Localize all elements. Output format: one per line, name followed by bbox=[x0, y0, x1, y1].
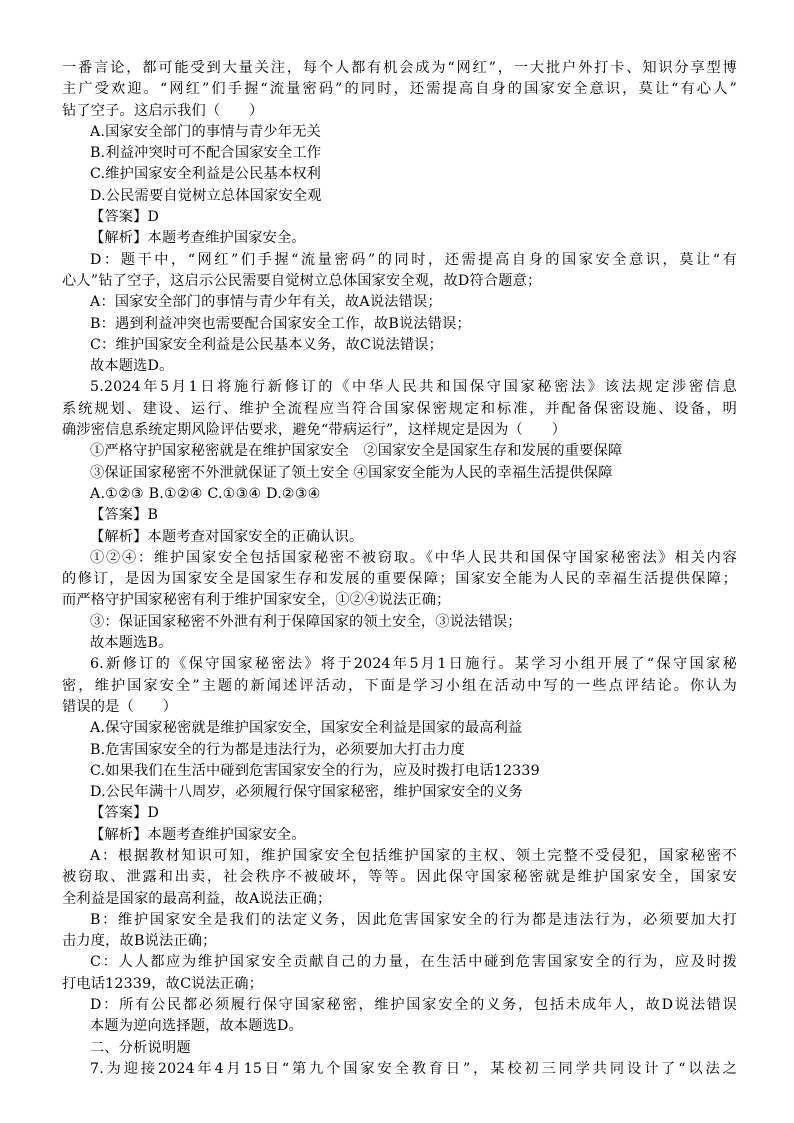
text-line: ③保证国家秘密不外泄就保证了领土安全 ④国家安全能为人民的幸福生活提供保障 bbox=[90, 464, 613, 481]
text-line: D.公民需要自觉树立总体国家安全观 bbox=[90, 187, 322, 204]
text-line: A：根据教材知识可知，维护国家安全包括维护国家的主权、领土完整不受侵犯，国家秘密不 bbox=[90, 847, 737, 864]
text-line: 确涉密信息系统定期风险评估要求，避免“带病运行”，这样规定是因为（ ） bbox=[62, 422, 567, 439]
text-line: 被窃取、泄露和出卖，社会秩序不被破坏，等等。因此保守国家秘密就是维护国家安全，国家安 bbox=[62, 869, 737, 886]
text-line: D：所有公民都必须履行保守国家秘密，维护国家安全的义务，包括未成年人，故D说法错误 bbox=[90, 997, 737, 1014]
text-line: 【解析】本题考查维护国家安全。 bbox=[90, 826, 306, 843]
text-line: ③：保证国家秘密不外泄有利于保障国家的领土安全，③说法错误； bbox=[90, 613, 522, 630]
text-line: 全利益是国家的最高利益，故A说法正确； bbox=[62, 890, 332, 907]
text-line: ①严格守护国家秘密就是在维护国家安全 ②国家安全是国家生存和发展的重要保障 bbox=[90, 443, 623, 460]
text-line: 7.为迎接2024年4月15日“第九个国家安全教育日”，某校初三同学共同设计了“以法之 bbox=[90, 1060, 737, 1077]
text-line: 【答案】B bbox=[90, 507, 159, 524]
text-line: 系统规划、建设、运行、维护全流程应当符合国家保密规定和标准，并配备保密设施、设备，明 bbox=[62, 400, 737, 417]
text-line: 【解析】本题考查对国家安全的正确认识。 bbox=[90, 528, 364, 545]
text-line: 错误的是（ ） bbox=[62, 698, 178, 715]
text-line: C.如果我们在生活中碰到危害国家安全的行为，应及时拨打电话12339 bbox=[90, 762, 540, 779]
text-line: A.国家安全部门的事情与青少年无关 bbox=[90, 123, 321, 140]
text-line: 故本题选D。 bbox=[90, 358, 174, 375]
text-line: B.利益冲突时可不配合国家安全工作 bbox=[90, 145, 322, 162]
text-line: 打电话12339，故C说法正确； bbox=[62, 975, 264, 992]
text-line: 故本题选B。 bbox=[90, 635, 173, 652]
text-line: D：题干中，“网红”们手握“流量密码”的同时，还需提高自身的国家安全意识，莫让“有 bbox=[90, 251, 737, 268]
text-line: 钻了空子。这启示我们（ ） bbox=[62, 102, 264, 119]
text-line: 【解析】本题考查维护国家安全。 bbox=[90, 230, 306, 247]
text-line: 一番言论，都可能受到大量关注，每个人都有机会成为“网红”，一大批户外打卡、知识分享型博 bbox=[62, 60, 737, 76]
text-line: A：国家安全部门的事情与青少年有关，故A说法错误； bbox=[90, 294, 442, 311]
text-line: A.①②③ B.①②④ C.①③④ D.②③④ bbox=[90, 485, 321, 502]
text-line: B：维护国家安全是我们的法定义务，因此危害国家安全的行为都是违法行为，必须要加大打 bbox=[90, 911, 737, 928]
text-line: 主广受欢迎。“网红”们手握“流量密码”的同时，还需提高自身的国家安全意识，莫让“有心人” bbox=[62, 81, 737, 98]
text-line: B：遇到利益冲突也需要配合国家安全工作，故B说法错误； bbox=[90, 315, 471, 332]
text-line: 的修订，是因为国家安全是国家生存和发展的重要保障；国家安全能为人民的幸福生活提供保障； bbox=[62, 571, 737, 588]
text-line: 6.新修订的《保守国家秘密法》将于2024年5月1日施行。某学习小组开展了“保守国家秘 bbox=[90, 656, 737, 673]
text-line: D.公民年满十八周岁，必须履行保守国家秘密，维护国家安全的义务 bbox=[90, 784, 524, 801]
text-line: 5.2024年5月1日将施行新修订的《中华人民共和国保守国家秘密法》该法规定涉密信息 bbox=[90, 379, 737, 396]
text-line: B.危害国家安全的行为都是违法行为，必须要加大打击力度 bbox=[90, 741, 466, 758]
text-line: 而严格守护国家秘密有利于维护国家安全，①②④说法正确； bbox=[62, 592, 451, 609]
text-line: 心人”钻了空子，这启示公民需要自觉树立总体国家安全观，故D符合题意； bbox=[62, 272, 542, 289]
text-line: A.保守国家秘密就是维护国家安全，国家安全利益是国家的最高利益 bbox=[90, 720, 523, 737]
text-line: C：维护国家安全利益是公民基本义务，故C说法错误； bbox=[90, 336, 444, 353]
text-line: 【答案】D bbox=[90, 805, 160, 822]
text-line: 密，维护国家安全”主题的新闻述评活动，下面是学习小组在活动中写的一些点评结论。你认为 bbox=[62, 677, 737, 694]
text-line: 击力度，故B说法正确； bbox=[62, 933, 217, 950]
text-line: ①②④：维护国家安全包括国家秘密不被窃取。《中华人民共和国保守国家秘密法》相关内容 bbox=[90, 549, 737, 566]
text-line: 【答案】D bbox=[90, 209, 160, 226]
document-page bbox=[62, 58, 737, 1080]
text-line: 二、分析说明题 bbox=[90, 1039, 191, 1056]
text-line: 本题为逆向选择题，故本题选D。 bbox=[90, 1018, 304, 1035]
text-line: C：人人都应为维护国家安全贡献自己的力量，在生活中碰到危害国家安全的行为，应及时拨 bbox=[90, 954, 737, 971]
text-line: C.维护国家安全利益是公民基本权利 bbox=[90, 166, 322, 183]
